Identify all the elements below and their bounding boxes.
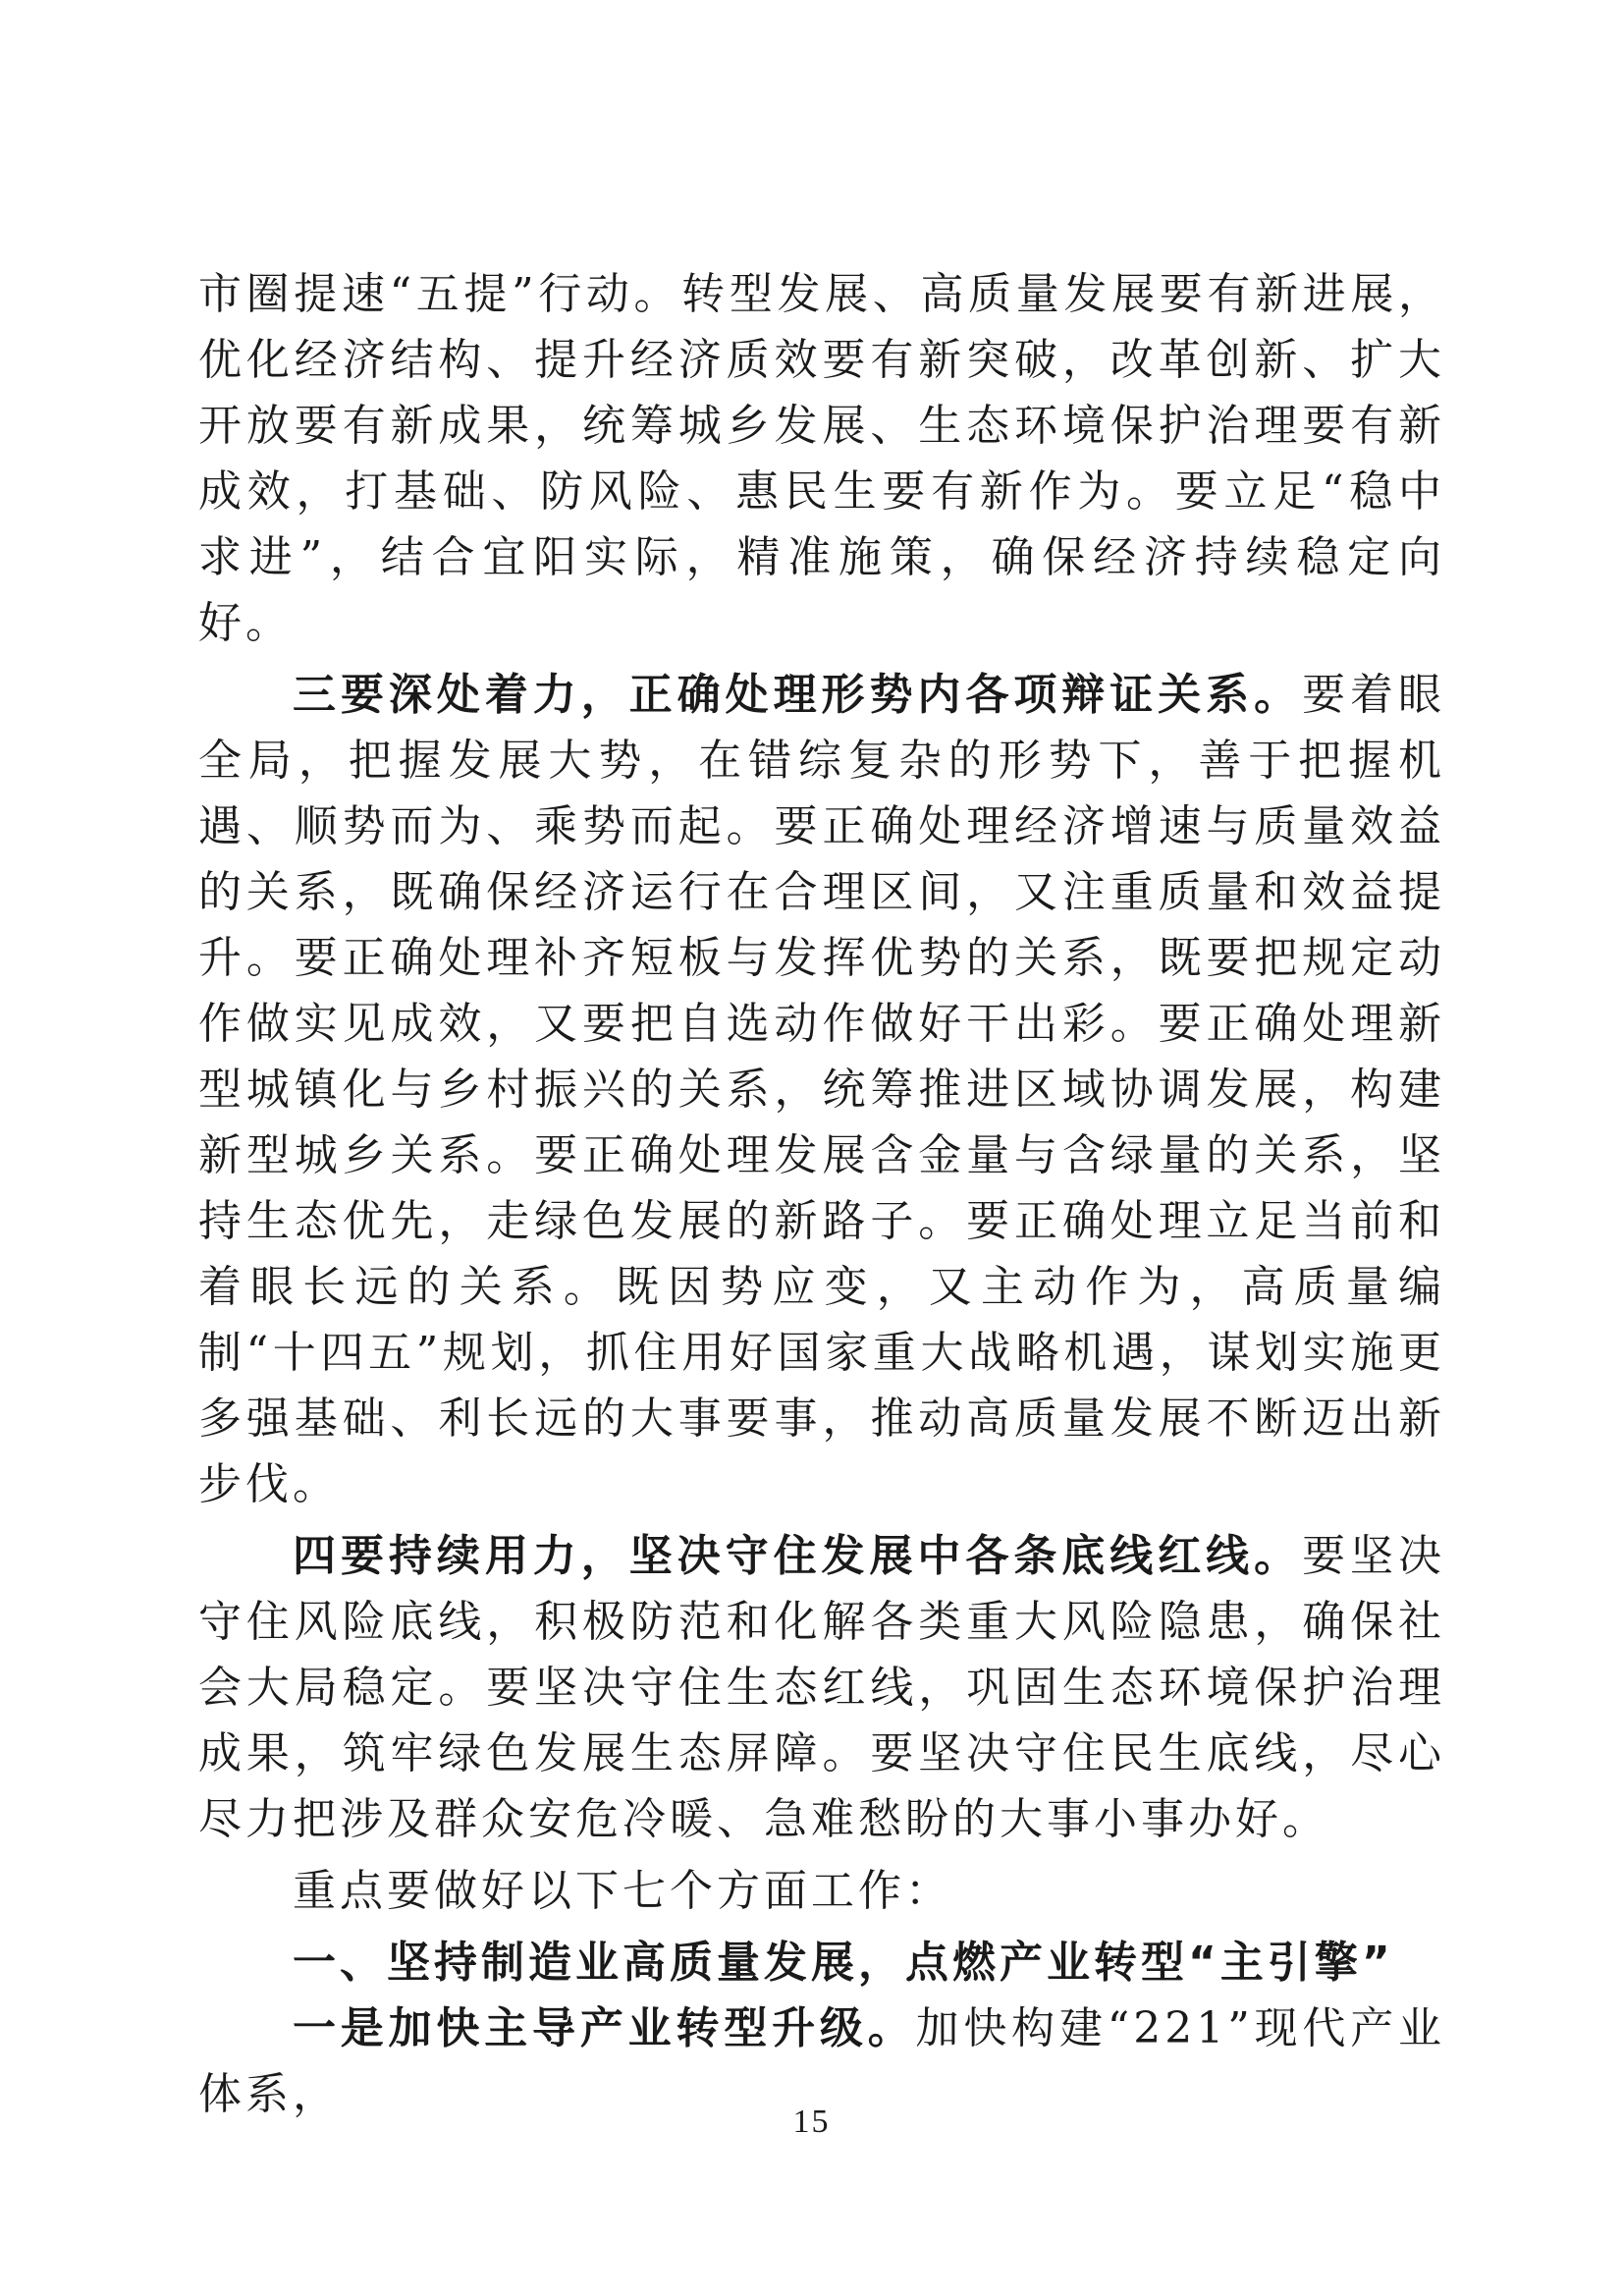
paragraph-key-work-intro xyxy=(198,1858,1445,1924)
document-body xyxy=(198,261,1445,2127)
paragraph-lead: 四要持续用力，坚决守住发展中各条底线红线。 xyxy=(293,1531,1303,1581)
paragraph-point-three xyxy=(198,662,1445,1517)
paragraph-text: 要着眼全局，把握发展大势，在错综复杂的形势下，善于把握机遇、顺势而为、乘势而起。要正确处理经济增速与质量效益的关系，既确保经济运行在合理区间，又注重质量和效益提升。要正确处理补齐短板与发挥优势的关系，既要把规定动作做实见成效，又要把自选动作做好干出彩。要正确处理新型城镇化与乡村振兴的关系，统筹推进区域协调发展，构建新型城乡关系。要正确处理发展含金量与含绿量的关系，坚持生态优先，走绿色发展的新路子。要正确处理立足当前和着眼长远的关系。既因势应变，又主动作为，高质量编制“十四五”规划，抓住用好国家重大战略机遇，谋划实施更多强基础、利长远的大事要事，推动高质量发展不断迈出新步伐。 xyxy=(198,670,1446,1509)
paragraph-text: 要坚决守住风险底线，积极防范和化解各类重大风险隐患，确保社会大局稳定。要坚决守住生态红线，巩固生态环境保护治理成果，筑牢绿色发展生态屏障。要坚决守住民生底线，尽心尽力把涉及群众安危冷暖、急难愁盼的大事小事办好。 xyxy=(198,1531,1446,1844)
paragraph-text: 加快构建“221”现代产业体系， xyxy=(198,2003,1445,2119)
section-heading: 一、坚持制造业高质量发展，点燃产业转型“主引擎” xyxy=(293,1938,1394,1988)
paragraph-continuation xyxy=(198,261,1445,656)
paragraph-text: 市圈提速“五提”行动。转型发展、高质量发展要有新进展，优化经济结构、提升经济质效要有新突破，改革创新、扩大开放要有新成果，统筹城乡发展、生态环境保护治理要有新成效，打基础、防风险、惠民生要有新作为。要立足“稳中求进”，结合宜阳实际，精准施策，确保经济持续稳定向好。 xyxy=(198,269,1445,648)
paragraph-lead: 一是加快主导产业转型升级。 xyxy=(293,2003,916,2053)
paragraph-text: 重点要做好以下七个方面工作： xyxy=(293,1866,952,1916)
page-number: 15 xyxy=(792,2104,831,2140)
paragraph-point-four xyxy=(198,1523,1445,1852)
paragraph-lead: 三要深处着力，正确处理形势内各项辩证关系。 xyxy=(293,670,1303,720)
